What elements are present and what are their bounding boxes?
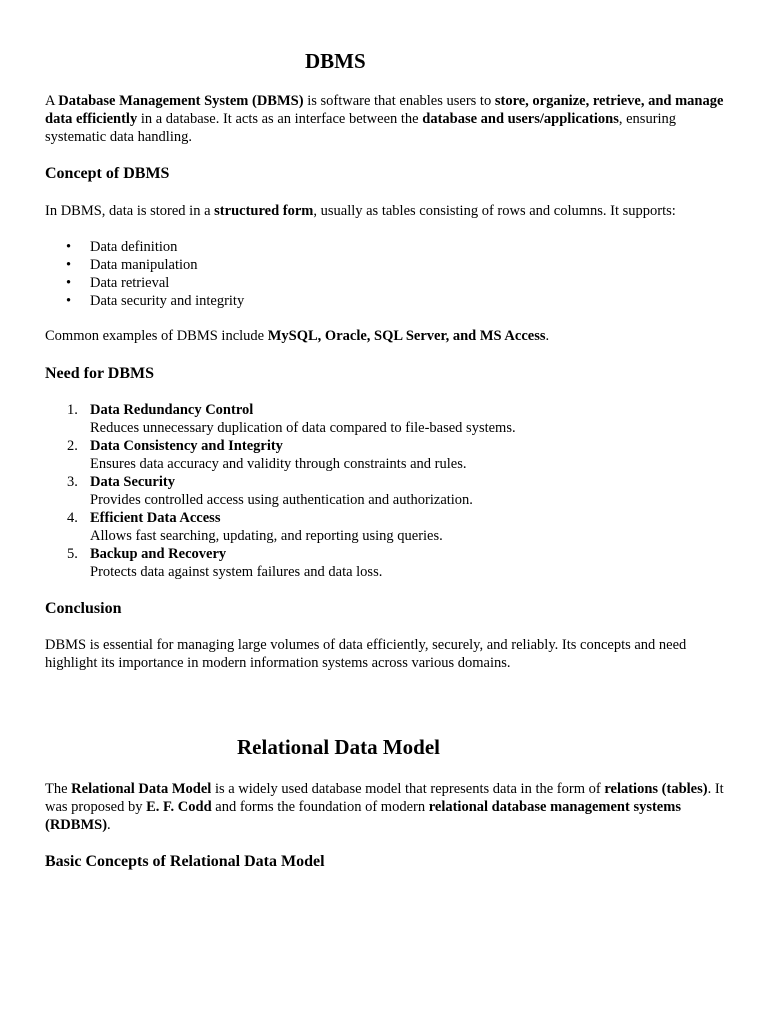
list-item [45,545,730,581]
rdm-text-4: and forms the foundation of modern [211,799,429,815]
concept-bold-1: structured form [214,203,314,219]
list-number: 1. [67,402,78,418]
relational-intro-paragraph [45,780,730,834]
rdm-text-5: . [107,817,111,833]
list-number: 5. [67,546,78,562]
examples-paragraph [45,327,730,345]
examples-bold: MySQL, Oracle, SQL Server, and MS Access [267,328,546,344]
bullet-icon: • [66,293,72,309]
list-item [45,509,730,545]
bullet-text: Data security and integrity [90,293,245,309]
title-dbms: DBMS [305,49,366,73]
concept-bullet-list [45,238,244,310]
rdm-text-1: The [45,781,72,797]
heading-concept: Concept of DBMS [45,165,170,182]
list-item [45,437,730,473]
list-number: 4. [67,510,78,526]
list-item [45,274,244,292]
heading-need: Need for DBMS [45,365,155,382]
bullet-text: Data retrieval [90,275,170,291]
concept-paragraph [45,202,730,220]
item-title: Data Redundancy Control [90,402,254,418]
item-title: Data Security [90,474,175,490]
concept-text-2: , usually as tables consisting of rows and columns. It supports: [313,203,676,219]
rdm-text-3: . It was proposed by [45,781,724,815]
list-number: 2. [67,438,78,454]
bullet-icon: • [66,257,72,273]
bullet-icon: • [66,239,72,255]
intro-text-3: in a database. It acts as an interface between the [137,111,423,127]
item-title: Data Consistency and Integrity [90,438,283,454]
title-relational-data-model: Relational Data Model [237,735,440,759]
need-numbered-list [45,401,730,581]
item-description: Allows fast searching, updating, and reporting using queries. [90,528,443,544]
intro-bold-1: Database Management System (DBMS) [58,93,304,109]
list-item [45,256,244,274]
item-title: Backup and Recovery [90,546,227,562]
bullet-text: Data manipulation [90,257,198,273]
bullet-icon: • [66,275,72,291]
concept-text-1: In DBMS, data is stored in a [45,203,215,219]
examples-end: . [545,328,550,344]
list-item [45,473,730,509]
dbms-intro-paragraph [45,92,730,146]
rdm-bold-3: E. F. Codd [146,799,212,815]
intro-text-4: , ensuring systematic data handling. [45,111,677,145]
intro-bold-2: store, organize, retrieve, and manage data efficiently [45,93,724,127]
item-description: Ensures data accuracy and validity through constraints and rules. [90,456,467,472]
intro-text-2: is software that enables users to [303,93,495,109]
heading-conclusion: Conclusion [45,600,122,617]
list-item [45,292,244,310]
intro-text-1: A [45,93,59,109]
list-item [45,401,730,437]
item-description: Provides controlled access using authentication and authorization. [90,492,473,508]
list-number: 3. [67,474,78,490]
item-title: Efficient Data Access [90,510,221,526]
item-description: Reduces unnecessary duplication of data compared to file-based systems. [90,420,516,436]
rdm-bold-4: relational database management systems (RDBMS) [45,799,681,833]
rdm-bold-2: relations (tables) [604,781,708,797]
list-item [45,238,244,256]
bullet-text: Data definition [90,239,178,255]
heading-basic-concepts: Basic Concepts of Relational Data Model [45,853,325,870]
conclusion-paragraph: DBMS is essential for managing large volumes of data efficiently, securely, and reliably. Its concepts and need highlight its importance in modern information systems across various domains. [45,637,687,671]
intro-bold-3: database and users/applications [422,111,619,127]
rdm-text-2: is a widely used database model that represents data in the form of [211,781,605,797]
item-description: Protects data against system failures and data loss. [90,564,383,580]
examples-text: Common examples of DBMS include [45,328,268,344]
rdm-bold-1: Relational Data Model [71,781,212,797]
